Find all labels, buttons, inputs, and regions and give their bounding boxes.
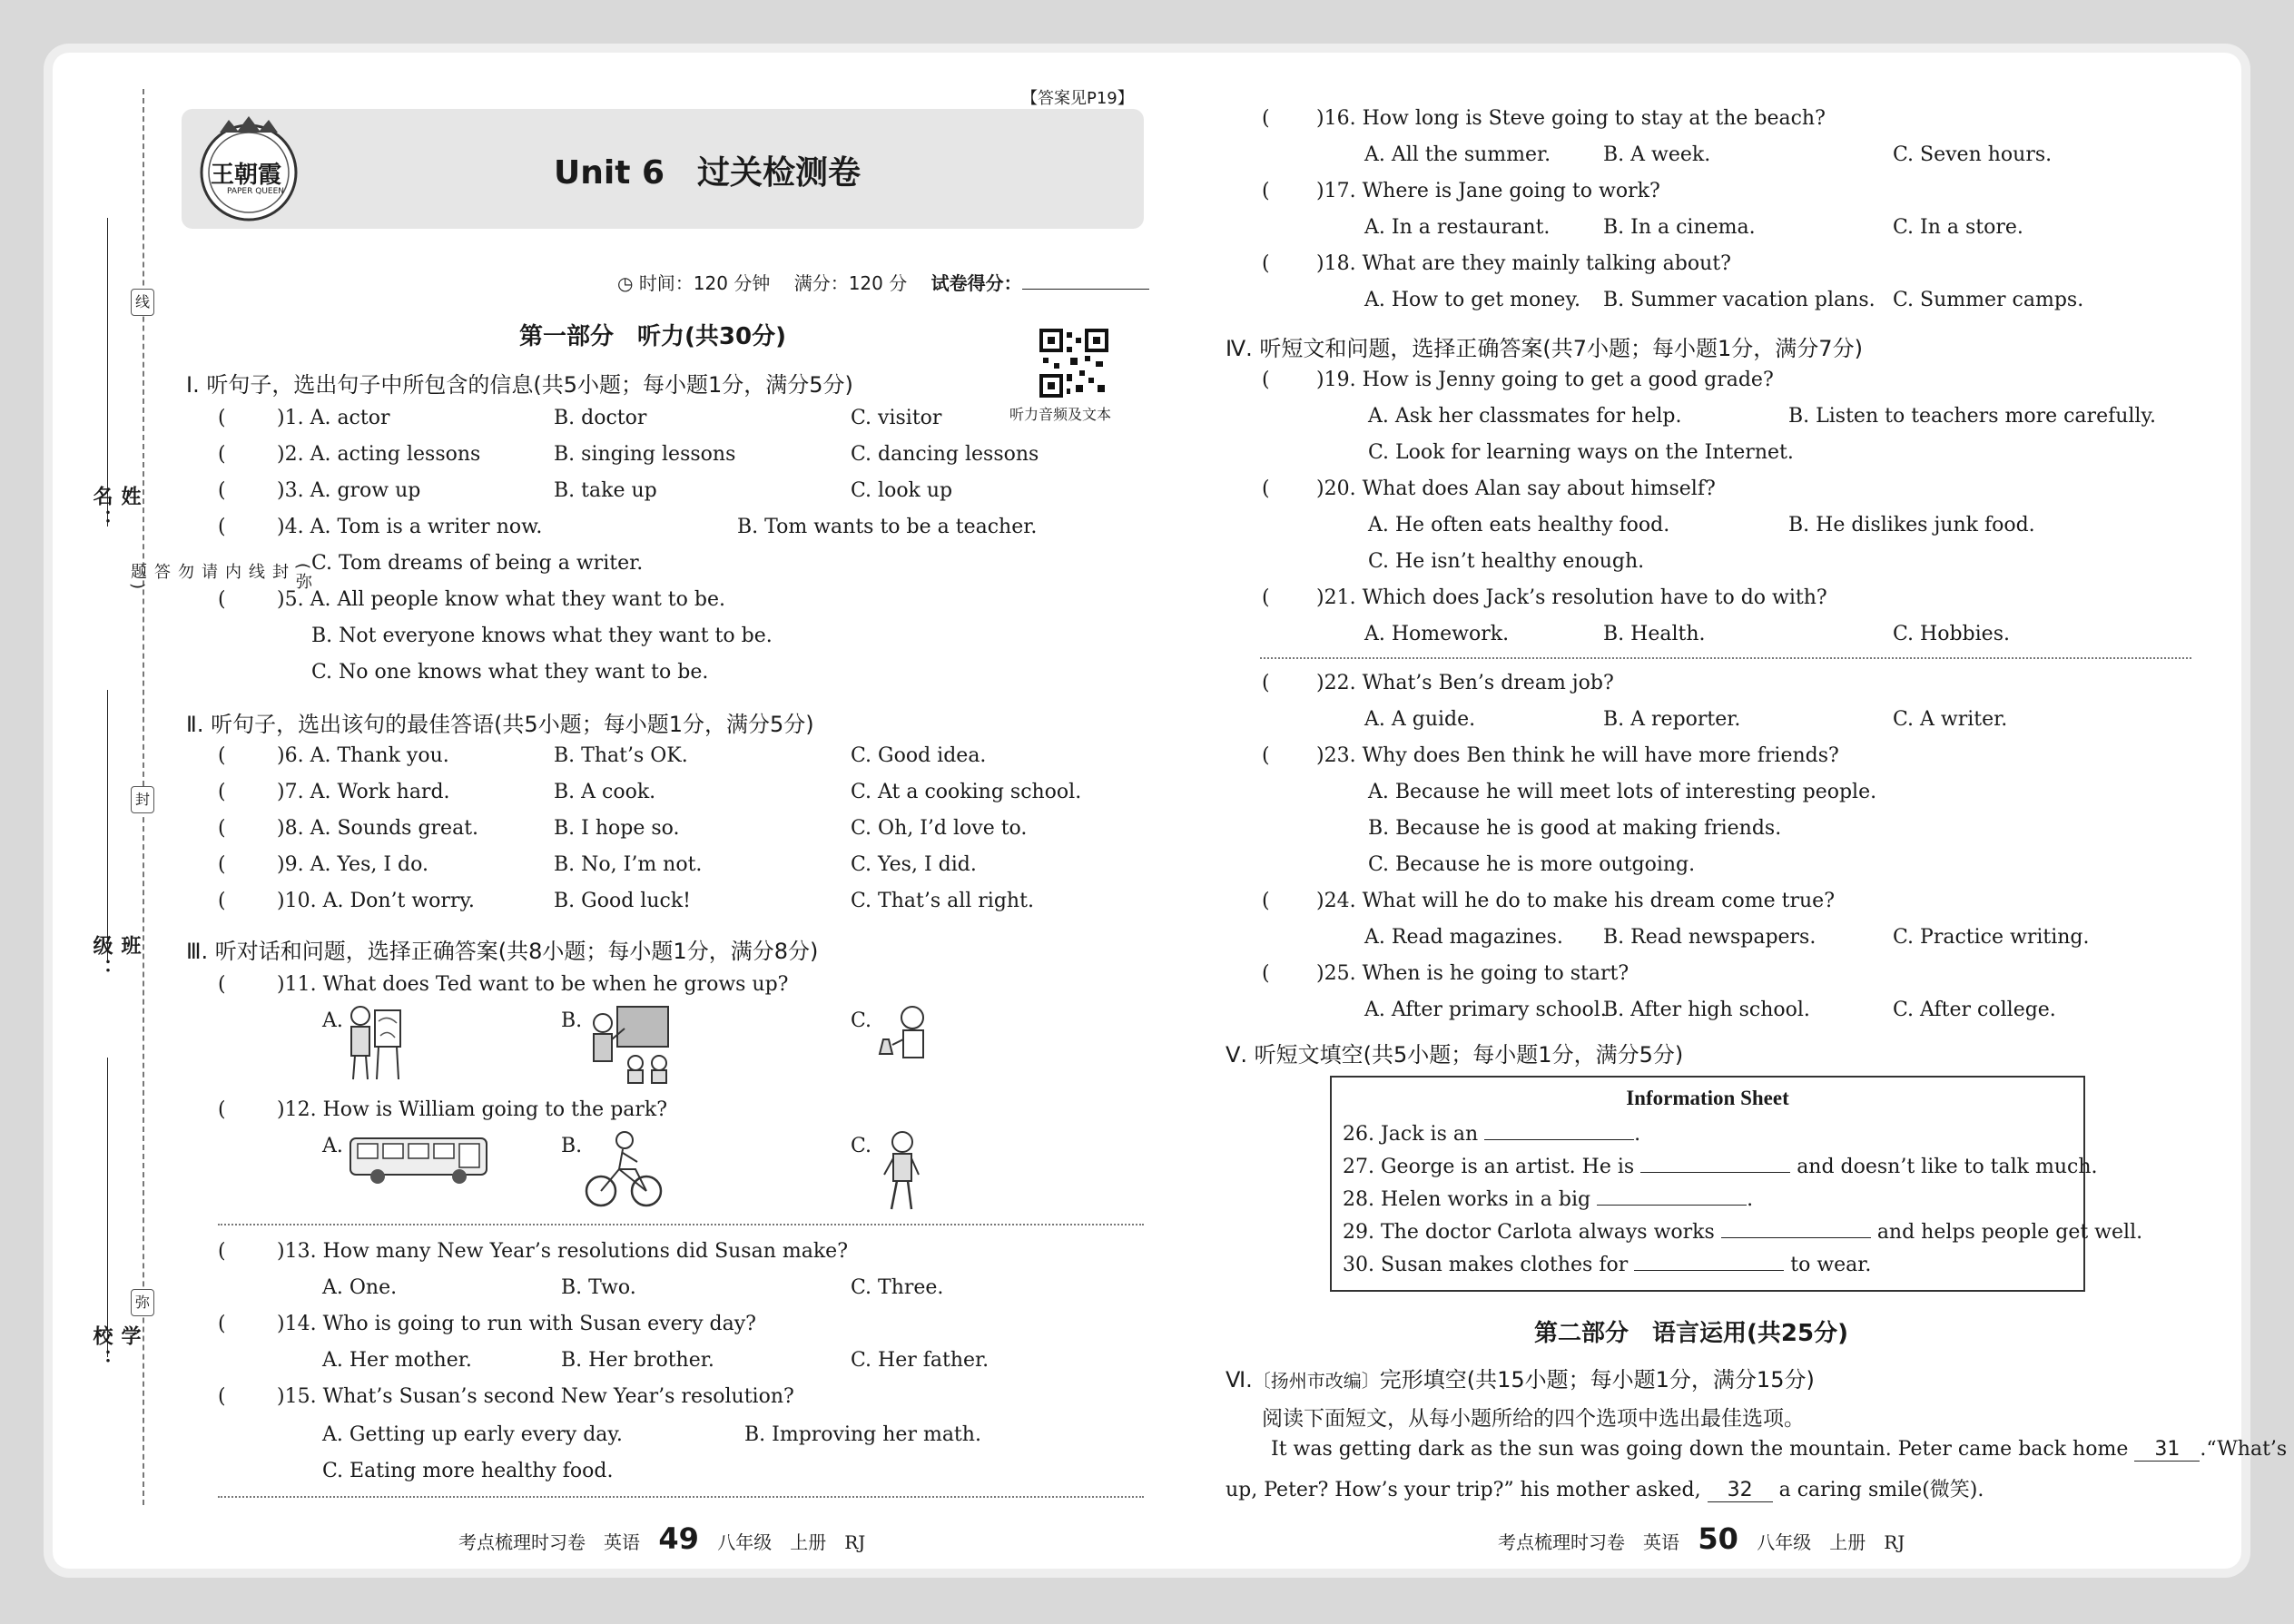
blank-30[interactable] [1634, 1270, 1784, 1271]
passage-line-1: It was getting dark as the sun was going down the mountain. Peter came back home 31 .“What’s [1271, 1438, 2288, 1461]
divider [218, 1224, 1144, 1225]
exam-full-score: 满分：120 分 [793, 272, 908, 294]
answer-bracket[interactable]: ( [218, 744, 226, 767]
footer-grade: 八年级 上册 RJ [1757, 1531, 1905, 1553]
information-sheet [1330, 1076, 2143, 1292]
exam-score-label: 试卷得分： [930, 272, 1022, 294]
section-2-heading: Ⅱ. 听句子，选出该句的最佳答语(共5小题；每小题1分，满分5分) [186, 712, 814, 737]
answer-bracket[interactable]: ( [1262, 586, 1270, 609]
answer-bracket[interactable]: ( [1262, 672, 1270, 694]
answer-bracket[interactable]: ( [218, 407, 226, 429]
school-label: 学校： [90, 1325, 141, 1373]
qr-code-icon[interactable] [1039, 329, 1108, 398]
divider [218, 1496, 1144, 1498]
blank-31[interactable]: 31 [2134, 1438, 2200, 1462]
part2-title: 第二部分 语言运用(共25分) [1534, 1320, 1848, 1347]
answer-bracket[interactable]: ( [218, 890, 226, 912]
answer-bracket[interactable]: ( [1262, 477, 1270, 500]
answer-bracket[interactable]: ( [218, 1240, 226, 1263]
name-line[interactable] [107, 218, 108, 527]
logo-subtext: PAPER QUEEN [227, 187, 285, 196]
blank-26[interactable] [1484, 1139, 1634, 1140]
section-1-heading: Ⅰ. 听句子，选出句子中所包含的信息(共5小题；每小题1分，满分5分) [186, 372, 853, 398]
answer-bracket[interactable]: ( [1262, 744, 1270, 767]
bike-picture[interactable] [583, 1129, 665, 1215]
info-line-30: 30. Susan makes clothes for to wear. [1343, 1254, 1872, 1276]
section-6-instructions: 阅读下面短文，从每小题所给的四个选项中选出最佳选项。 [1262, 1407, 1805, 1431]
footer-grade: 八年级 上册 RJ [717, 1531, 866, 1553]
score-field[interactable] [1022, 289, 1149, 290]
class-line[interactable] [107, 690, 108, 962]
answer-bracket[interactable]: ( [218, 588, 226, 611]
seal-char-seal: 封 [131, 786, 154, 813]
blank-28[interactable] [1597, 1205, 1747, 1206]
answer-bracket[interactable]: ( [1262, 180, 1270, 202]
seal-char-closure: 弥 [131, 1289, 154, 1316]
answer-bracket[interactable]: ( [218, 516, 226, 538]
answer-bracket[interactable]: ( [1262, 962, 1270, 985]
footer-left [458, 1521, 865, 1556]
answer-bracket[interactable]: ( [218, 1098, 226, 1121]
seal-notice: (弥封线内请勿答题) [128, 563, 312, 594]
blank-27[interactable] [1640, 1172, 1790, 1173]
qr-caption: 听力音频及文本 [1009, 406, 1112, 423]
painter-picture[interactable] [340, 1003, 404, 1087]
answer-bracket[interactable]: ( [218, 479, 226, 502]
exam-time: 时间：120 分钟 [638, 272, 771, 294]
answer-bracket[interactable]: ( [1262, 252, 1270, 275]
passage-line-2: up, Peter? How’s your trip?” his mother asked, 32 a caring smile(微笑). [1226, 1479, 1984, 1501]
answer-bracket[interactable]: ( [218, 781, 226, 803]
seal-char-line: 线 [131, 289, 154, 316]
class-label: 班级： [90, 935, 141, 982]
exam-meta [617, 269, 1149, 295]
answer-bracket[interactable]: ( [218, 973, 226, 996]
answer-bracket[interactable]: ( [1262, 369, 1270, 391]
footer-series: 考点梳理时习卷 英语 [458, 1531, 640, 1553]
divider [1260, 657, 2191, 659]
answer-bracket[interactable]: ( [218, 1385, 226, 1408]
section-6-heading: Ⅵ.〔扬州市改编〕完形填空(共15小题；每小题1分，满分15分) [1226, 1367, 1815, 1393]
answer-reference: 【答案见P19】 [1021, 89, 1134, 108]
bus-picture[interactable] [347, 1133, 492, 1191]
blank-29[interactable] [1721, 1237, 1871, 1238]
footer-series: 考点梳理时习卷 英语 [1498, 1531, 1679, 1553]
page-title: Unit 6 过关检测卷 [554, 154, 861, 192]
info-line-29: 29. The doctor Carlota always works and helps people get well. [1343, 1221, 2143, 1244]
walking-boy-picture[interactable] [879, 1129, 924, 1216]
school-line[interactable] [107, 1058, 108, 1357]
info-line-28: 28. Helen works in a big . [1343, 1188, 1754, 1211]
answer-bracket[interactable]: ( [218, 853, 226, 876]
clock-icon: ◷ [617, 272, 634, 294]
answer-bracket[interactable]: ( [1262, 107, 1270, 130]
page-number: 49 [658, 1521, 699, 1556]
teacher-picture[interactable] [581, 1003, 672, 1088]
name-label: 姓名： [90, 486, 141, 533]
blank-32[interactable]: 32 [1708, 1479, 1773, 1502]
answer-bracket[interactable]: ( [1262, 890, 1270, 912]
answer-bracket[interactable]: ( [218, 1313, 226, 1335]
section-4-heading: Ⅳ. 听短文和问题，选择正确答案(共7小题；每小题1分，满分7分) [1226, 336, 1863, 361]
source-tag: 〔扬州市改编〕 [1252, 1370, 1380, 1392]
page-number: 50 [1698, 1521, 1738, 1556]
info-line-26: 26. Jack is an . [1343, 1123, 1641, 1146]
section-5-heading: Ⅴ. 听短文填空(共5小题；每小题1分，满分5分) [1226, 1042, 1684, 1068]
part1-title: 第一部分 听力(共30分) [519, 323, 786, 350]
section-3-heading: Ⅲ. 听对话和问题，选择正确答案(共8小题；每小题1分，满分8分) [186, 939, 819, 964]
publisher-logo [192, 113, 305, 225]
info-line-27: 27. George is an artist. He is and doesn’t like to talk much. [1343, 1156, 2098, 1178]
scientist-picture[interactable] [876, 1003, 940, 1070]
footer-right [1498, 1521, 1905, 1556]
info-sheet-title: Information Sheet [1626, 1087, 1789, 1109]
logo-text: 王朝霞 [211, 162, 282, 189]
answer-bracket[interactable]: ( [218, 817, 226, 840]
answer-bracket[interactable]: ( [218, 443, 226, 466]
